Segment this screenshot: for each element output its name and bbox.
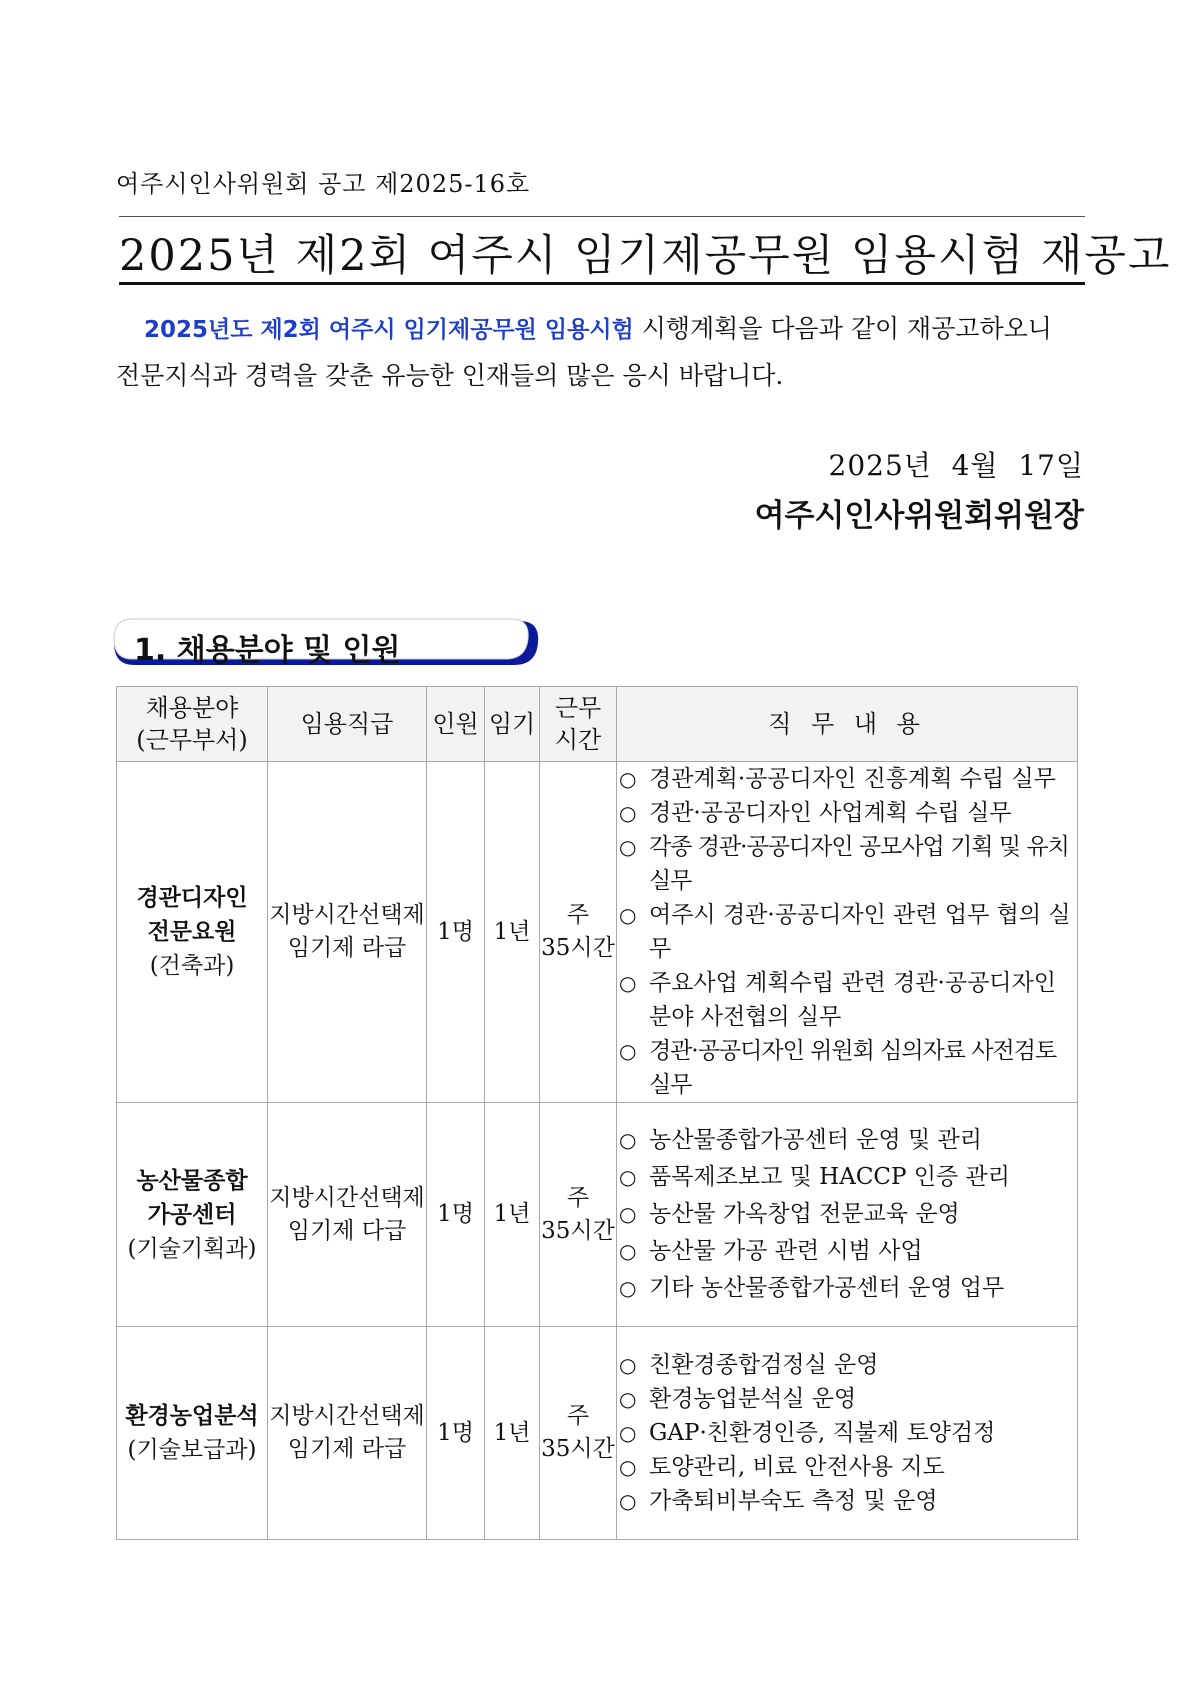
list-item	[617, 1450, 1077, 1484]
grade-cell: 지방시간선택제 임기제 라급	[268, 762, 427, 1103]
field-cell	[117, 762, 268, 1103]
duty-text: 토양관리, 비료 안전사용 지도	[649, 1454, 945, 1480]
circle-bullet-icon: ○	[619, 1387, 637, 1411]
table-row	[117, 1327, 1078, 1540]
issuer-title: 여주시인사위원회위원장	[754, 498, 1084, 534]
duties-cell	[617, 762, 1078, 1103]
list-item	[617, 898, 1077, 966]
circle-bullet-icon: ○	[619, 1455, 637, 1479]
header-hours: 근무 시간	[540, 687, 617, 762]
circle-bullet-icon: ○	[619, 1202, 637, 1226]
list-item	[617, 796, 1077, 830]
list-item	[617, 1122, 1077, 1159]
duty-text: 농산물 가공 관련 시범 사업	[649, 1238, 923, 1264]
field-name: 경관디자인 전문요원	[136, 885, 248, 945]
table-header-row	[117, 687, 1078, 762]
hours-cell: 주 35시간	[540, 762, 617, 1103]
intro-line2: 전문지식과 경력을 갖춘 유능한 인재들의 많은 응시 바랍니다.	[116, 361, 784, 390]
title-top-rule	[119, 216, 1085, 217]
header-field: 채용분야 (근무부서)	[117, 687, 268, 762]
list-item	[617, 1416, 1077, 1450]
field-name: 농산물종합 가공센터	[136, 1167, 248, 1228]
list-item	[617, 1484, 1077, 1518]
circle-bullet-icon: ○	[619, 1276, 637, 1300]
circle-bullet-icon: ○	[619, 801, 637, 825]
header-term: 임기	[485, 687, 540, 762]
intro-paragraph	[116, 306, 1088, 399]
hours-cell: 주 35시간	[540, 1103, 617, 1327]
table-row	[117, 1103, 1078, 1327]
circle-bullet-icon: ○	[619, 1421, 637, 1445]
intro-highlight: 2025년도 제2회 여주시 임기제공무원 임용시험	[144, 317, 634, 343]
list-item	[617, 1233, 1077, 1270]
title-bottom-rule	[119, 282, 1085, 285]
duty-text: GAP·친환경인증, 직불제 토양검정	[649, 1420, 996, 1446]
field-cell	[117, 1103, 268, 1327]
circle-bullet-icon: ○	[619, 1489, 637, 1513]
duty-text: 친환경종합검정실 운영	[649, 1352, 879, 1378]
duties-cell	[617, 1327, 1078, 1540]
duties-list	[617, 1348, 1077, 1518]
list-item	[617, 830, 1077, 898]
header-count: 인원	[427, 687, 485, 762]
duty-text: 품목제조보고 및 HACCP 인증 관리	[649, 1164, 1010, 1190]
count-cell: 1명	[427, 762, 485, 1103]
list-item	[617, 1159, 1077, 1196]
field-name: 환경농업분석	[125, 1403, 259, 1429]
list-item	[617, 1034, 1077, 1102]
list-item	[617, 1196, 1077, 1233]
term-cell: 1년	[485, 1327, 540, 1540]
notice-number: 여주시인사위원회 공고 제2025-16호	[116, 170, 531, 198]
header-grade: 임용직급	[268, 687, 427, 762]
term-cell: 1년	[485, 1103, 540, 1327]
circle-bullet-icon: ○	[619, 1239, 637, 1263]
intro-line1-rest: 시행계획을 다음과 같이 재공고하오니	[633, 314, 1052, 343]
section-1-header	[112, 617, 544, 669]
circle-bullet-icon: ○	[619, 1165, 637, 1189]
term-cell: 1년	[485, 762, 540, 1103]
page-title: 2025년 제2회 여주시 임기제공무원 임용시험 재공고	[119, 231, 1172, 281]
field-department: (기술보급과)	[127, 1437, 257, 1463]
list-item	[617, 1348, 1077, 1382]
duties-cell	[617, 1103, 1078, 1327]
circle-bullet-icon: ○	[619, 1039, 637, 1063]
duty-text: 환경농업분석실 운영	[649, 1386, 857, 1412]
list-item	[617, 966, 1077, 1034]
circle-bullet-icon: ○	[619, 767, 637, 791]
duty-text: 여주시 경관·공공디자인 관련 업무 협의 실무	[649, 902, 1071, 962]
duty-text: 농산물종합가공센터 운영 및 관리	[649, 1127, 982, 1153]
circle-bullet-icon: ○	[619, 1128, 637, 1152]
circle-bullet-icon: ○	[619, 1353, 637, 1377]
duties-list	[617, 1122, 1077, 1307]
count-cell: 1명	[427, 1103, 485, 1327]
duty-text: 기타 농산물종합가공센터 운영 업무	[649, 1275, 1005, 1301]
duty-text: 경관계획·공공디자인 진흥계획 수립 실무	[649, 766, 1056, 792]
circle-bullet-icon: ○	[619, 971, 637, 995]
field-department: (기술기획과)	[127, 1235, 257, 1262]
duty-text: 가축퇴비부숙도 측정 및 운영	[649, 1488, 938, 1514]
list-item	[617, 1270, 1077, 1307]
circle-bullet-icon: ○	[619, 903, 637, 927]
header-duties: 직 무 내 용	[617, 687, 1078, 762]
duty-text: 경관·공공디자인 위원회 심의자료 사전검토 실무	[649, 1038, 1057, 1098]
announcement-date: 2025년 4월 17일	[828, 449, 1084, 482]
circle-bullet-icon: ○	[619, 835, 637, 859]
recruitment-table	[116, 686, 1078, 1540]
duty-text: 각종 경관·공공디자인 공모사업 기획 및 유치 실무	[649, 834, 1069, 894]
count-cell: 1명	[427, 1327, 485, 1540]
duties-list	[617, 762, 1077, 1102]
duty-text: 농산물 가옥창업 전문교육 운영	[649, 1201, 960, 1227]
section-1-title: 1. 채용분야 및 인원	[134, 633, 401, 668]
list-item	[617, 1382, 1077, 1416]
duty-text: 경관·공공디자인 사업계획 수립 실무	[649, 800, 1012, 826]
grade-cell: 지방시간선택제 임기제 라급	[268, 1327, 427, 1540]
grade-cell: 지방시간선택제 임기제 다급	[268, 1103, 427, 1327]
list-item	[617, 762, 1077, 796]
table-row	[117, 762, 1078, 1103]
duty-text: 주요사업 계획수립 관련 경관·공공디자인 분야 사전협의 실무	[649, 970, 1056, 1030]
field-department: (건축과)	[149, 953, 235, 979]
hours-cell: 주 35시간	[540, 1327, 617, 1540]
field-cell	[117, 1327, 268, 1540]
